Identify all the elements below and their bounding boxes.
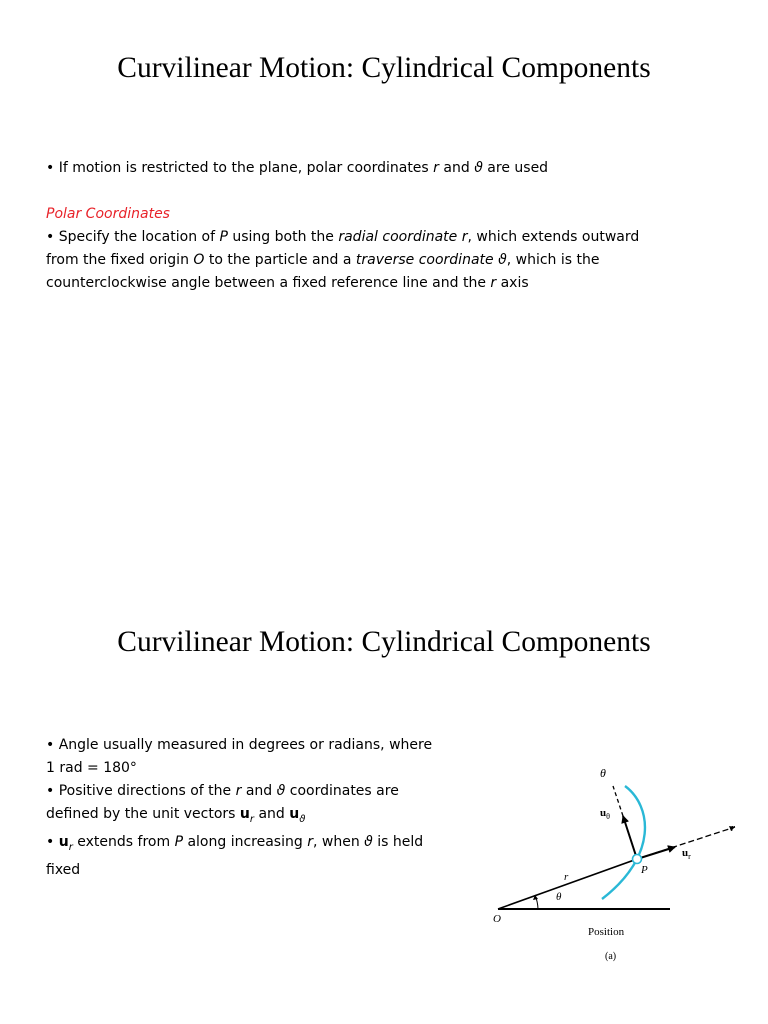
text: P xyxy=(174,833,184,850)
unit-vector-utheta xyxy=(623,816,637,859)
text: radial coordinate r xyxy=(338,229,468,245)
text: r xyxy=(307,833,313,850)
text: ϑ xyxy=(364,833,373,850)
polar-coordinates-heading: Polar Coordinates xyxy=(46,206,170,222)
text: u xyxy=(58,833,69,850)
text: , when xyxy=(312,833,365,850)
text: fixed xyxy=(46,861,81,878)
text: 1 rad = 180° xyxy=(46,760,137,776)
polar-coordinates-figure xyxy=(480,761,755,986)
text: extends from xyxy=(72,833,175,850)
figure-drawing xyxy=(480,761,755,986)
label-r-line: r xyxy=(564,871,569,883)
text: coordinates are xyxy=(285,783,399,799)
text: r xyxy=(68,841,73,853)
text: • Positive directions of the xyxy=(46,783,236,799)
text: counterclockwise angle between a fixed reference line and the xyxy=(46,275,491,291)
text: are used xyxy=(482,160,549,176)
text: r xyxy=(490,275,497,291)
text: O xyxy=(193,252,205,268)
label-u-theta xyxy=(600,807,610,821)
text: using both the xyxy=(227,229,339,245)
text: , which is the xyxy=(506,252,600,268)
particle-point xyxy=(633,855,642,864)
text: , which extends outward xyxy=(467,229,640,245)
text: θ xyxy=(606,812,610,822)
text: is held xyxy=(372,833,424,850)
text: r xyxy=(249,813,255,825)
label-r-axis: r xyxy=(731,823,735,834)
text: to the particle and a xyxy=(204,252,356,268)
text: • Angle usually measured in degrees or radians, where xyxy=(46,737,433,753)
radial-line xyxy=(498,859,637,909)
text: and xyxy=(254,806,290,822)
text: and xyxy=(241,783,277,799)
polar-coordinates-section xyxy=(46,203,639,295)
slide-1-title: Curvilinear Motion: Cylindrical Components xyxy=(117,52,651,84)
text: ϑ xyxy=(276,783,286,799)
text: axis xyxy=(496,275,529,291)
text: ϑ xyxy=(474,160,483,176)
text: and xyxy=(438,160,475,176)
text: • xyxy=(46,833,59,850)
label-origin: O xyxy=(493,913,501,925)
text: r xyxy=(688,852,691,862)
slide-2-title: Curvilinear Motion: Cylindrical Components xyxy=(117,626,651,658)
text: u xyxy=(600,807,607,819)
slide-1-bullet-1 xyxy=(46,157,548,180)
text: r xyxy=(433,160,439,176)
text: P xyxy=(219,229,228,245)
label-angle: θ xyxy=(556,891,562,903)
label-u-r xyxy=(682,847,691,861)
text: traverse coordinate ϑ xyxy=(355,252,507,268)
label-theta-direction: θ xyxy=(600,766,606,780)
text: ϑ xyxy=(299,813,306,825)
text: u xyxy=(239,806,250,822)
text: along increasing xyxy=(183,833,308,850)
slide-2 xyxy=(0,576,768,1024)
theta-direction-line xyxy=(613,786,623,816)
text: • Specify the location of xyxy=(46,229,220,245)
label-p: P xyxy=(641,864,648,876)
text: defined by the unit vectors xyxy=(46,806,240,822)
figure-caption: Position xyxy=(588,926,625,938)
unit-vector-ur xyxy=(637,847,675,859)
slide-2-bullets xyxy=(46,734,432,882)
text: r xyxy=(235,783,242,799)
particle-path xyxy=(602,786,645,899)
text: from the fixed origin xyxy=(46,252,194,268)
figure-sub-caption: (a) xyxy=(605,951,617,962)
text: • If motion is restricted to the plane, polar coordinates xyxy=(46,160,434,176)
text: u xyxy=(289,806,300,822)
text: u xyxy=(682,847,689,859)
